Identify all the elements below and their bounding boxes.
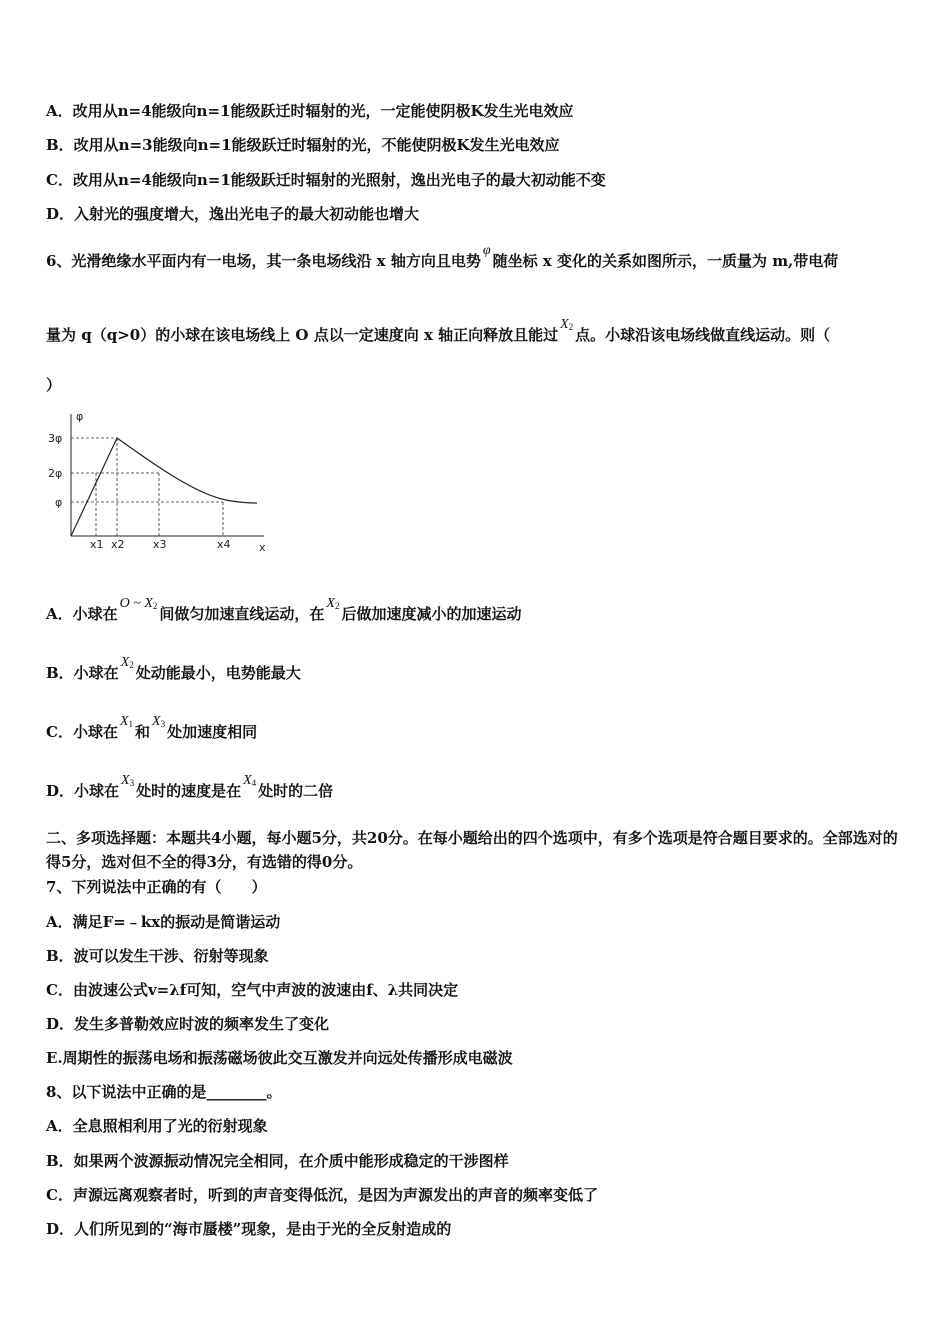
y-axis-label: φ bbox=[76, 410, 84, 423]
sym-o-x2: O ~ $X_2$ bbox=[119, 596, 158, 611]
tick-x3: x3 bbox=[153, 538, 167, 551]
q7-option-b: B．波可以发生干涉、衍射等现象 bbox=[46, 947, 269, 965]
q5-option-c: C．改用从n=4能级向n=1能级跃迁时辐射的光照射，逸出光电子的最大初动能不变 bbox=[46, 171, 606, 189]
tick-x1: x1 bbox=[90, 538, 104, 551]
tick-3phi: 3φ bbox=[48, 432, 63, 445]
sym-x3: $X_3$ bbox=[121, 773, 135, 788]
q6-option-d: D．小球在$X_3$ 处时的速度是在$X_4$ 处时的二倍 bbox=[46, 773, 334, 800]
potential-curve bbox=[71, 438, 257, 536]
q8-option-c: C．声源远离观察者时，听到的声音变得低沉，是因为声源发出的声音的频率变低了 bbox=[46, 1186, 598, 1204]
x-axis-label: x bbox=[259, 541, 266, 554]
q5-option-a: A．改用从n=4能级向n=1能级跃迁时辐射的光，一定能使阴极K发生光电效应 bbox=[46, 102, 574, 120]
sym-x3: $X_3$ bbox=[152, 714, 166, 729]
q5-option-d: D．入射光的强度增大，逸出光电子的最大初动能也增大 bbox=[46, 205, 420, 223]
sym-x1: $X_1$ bbox=[119, 714, 134, 729]
q7-stem: 7、下列说法中正确的有（ ） bbox=[46, 878, 267, 896]
potential-graph bbox=[46, 408, 276, 556]
tick-x4: x4 bbox=[217, 538, 231, 551]
sym-x4: $X_4$ bbox=[243, 773, 257, 788]
q7-option-d: D．发生多普勒效应时波的频率发生了变化 bbox=[46, 1015, 330, 1033]
x2-symbol: $X_2$ bbox=[560, 317, 574, 332]
q7-option-c: C．由波速公式v=λf可知，空气中声波的波速由f、λ共同决定 bbox=[46, 981, 459, 999]
q6-option-b: B．小球在$X_2$ 处动能最小，电势能最大 bbox=[46, 655, 301, 682]
q6-stem-part2: 随坐标 x 变化的关系如图所示，一质量为 m,带电荷 bbox=[492, 252, 839, 270]
q6-stem-part1: 6、光滑绝缘水平面内有一电场，其一条电场线沿 x 轴方向且电势 bbox=[46, 252, 481, 270]
tick-x2: x2 bbox=[111, 538, 125, 551]
q6-option-a: A．小球在O ~ $X_2$ 间做匀加速直线运动，在$X_2$ 后做加速度减小的加速运动 bbox=[46, 596, 522, 623]
phi-symbol: φ bbox=[482, 243, 491, 258]
sym-x2: $X_2$ bbox=[120, 655, 134, 670]
q7-option-e: E.周期性的振荡电场和振荡磁场彼此交互激发并向远处传播形成电磁波 bbox=[46, 1049, 513, 1067]
q6-stem-part3: 量为 q（q>0）的小球在该电场线上 O 点以一定速度向 x 轴正向释放且能过 bbox=[46, 326, 559, 344]
q6-stem-part4: 点。小球沿该电场线做直线运动。则（ bbox=[575, 326, 831, 344]
sym-x2: $X_2$ bbox=[326, 596, 340, 611]
q8-option-d: D．人们所见到的“海市蜃楼”现象，是由于光的全反射造成的 bbox=[46, 1220, 452, 1238]
q6-stem-line2 bbox=[46, 317, 831, 349]
tick-2phi: 2φ bbox=[48, 467, 63, 480]
q8-option-a: A．全息照相利用了光的衍射现象 bbox=[46, 1117, 268, 1135]
q6-option-c: C．小球在$X_1$ 和$X_3$ 处加速度相同 bbox=[46, 714, 258, 741]
tick-phi: φ bbox=[55, 496, 63, 509]
q6-stem-close: ） bbox=[46, 376, 62, 394]
q7-option-a: A．满足F=﹣kx的振动是简谐运动 bbox=[46, 913, 281, 931]
section2-header: 二、多项选择题：本题共4小题，每小题5分，共20分。在每小题给出的四个选项中，有多个选项是符合题目要求的。全部选对的得5分，选对但不全的得3分，有选错的得0分。 bbox=[46, 829, 898, 871]
q8-stem: 8、以下说法中正确的是________。 bbox=[46, 1083, 282, 1101]
q5-option-b: B．改用从n=3能级向n=1能级跃迁时辐射的光，不能使阴极K发生光电效应 bbox=[46, 136, 560, 154]
q6-stem-line1 bbox=[46, 243, 839, 273]
q8-option-b: B．如果两个波源振动情况完全相同，在介质中能形成稳定的干涉图样 bbox=[46, 1152, 509, 1170]
